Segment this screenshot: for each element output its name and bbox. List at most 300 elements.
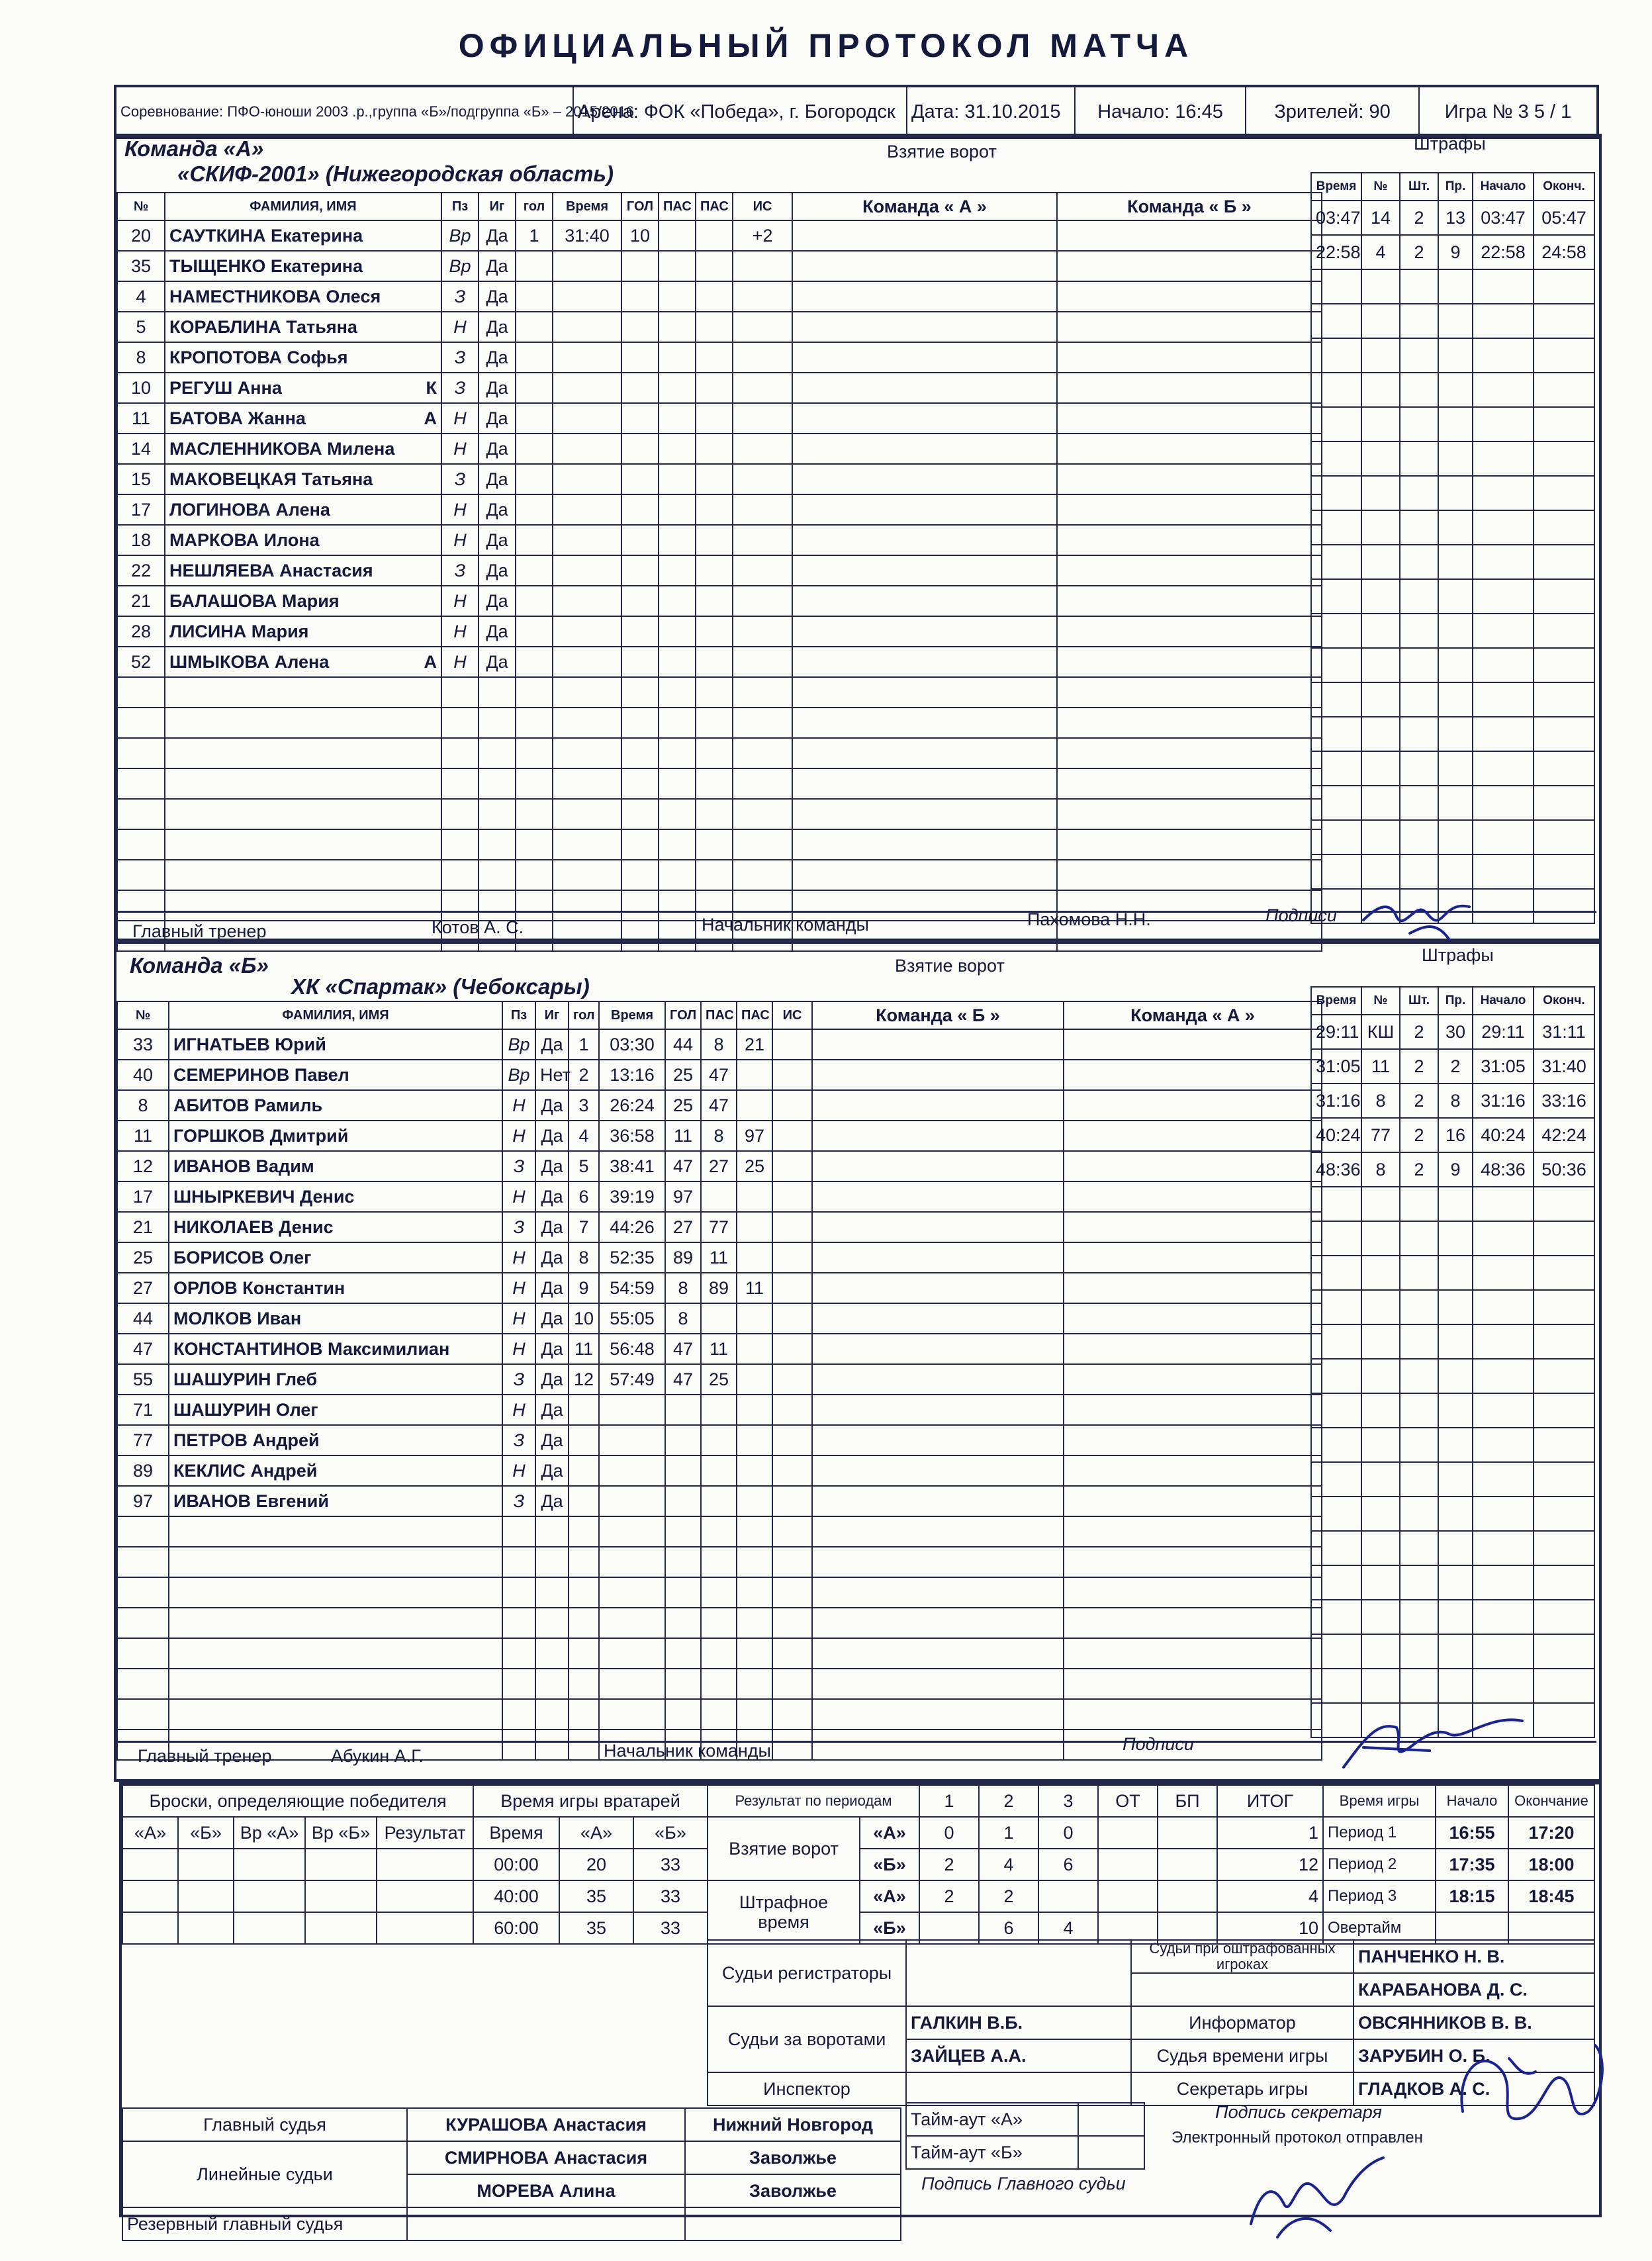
player-position: Н (441, 312, 479, 342)
blank (1057, 342, 1322, 373)
goal-assist-2 (696, 799, 733, 829)
goal-number (516, 312, 553, 342)
player-played: Да (535, 1395, 569, 1425)
player-number: 33 (117, 1029, 169, 1060)
penalty-time: 31:05 (1311, 1049, 1361, 1084)
player-position: Н (502, 1121, 535, 1151)
player-number: 15 (117, 464, 165, 494)
period-team: «А» (860, 1817, 919, 1849)
goal-scorer: 47 (665, 1334, 701, 1364)
penalty-time (1311, 717, 1361, 751)
blank (792, 342, 1057, 373)
penalty-row (1311, 1600, 1594, 1634)
goal-time (553, 677, 621, 708)
penalty-end (1534, 1531, 1594, 1565)
goal-strength (733, 342, 792, 373)
player-played: Да (479, 494, 516, 525)
goal-assist-2 (696, 738, 733, 768)
player-name (169, 1364, 502, 1395)
player-position: Н (502, 1181, 535, 1212)
player-name-text: АБИТОВ Рамиль (173, 1095, 323, 1115)
player-position: Н (502, 1303, 535, 1334)
player-name (169, 1547, 502, 1577)
player-name-text: СЕМЕРИНОВ Павел (173, 1064, 349, 1085)
goal-scorer (621, 738, 659, 768)
blank (1064, 1516, 1322, 1547)
penalty-end (1534, 1393, 1594, 1428)
blank (1064, 1699, 1322, 1730)
timeout-a-label: Тайм-аут «А» (906, 2103, 1078, 2136)
player-played (535, 1608, 569, 1638)
player-number: 27 (117, 1273, 169, 1303)
player-number (117, 1547, 169, 1577)
goal-assist-2 (737, 1242, 772, 1273)
goal-assist-1 (659, 708, 696, 738)
goalie-row (473, 1849, 708, 1880)
player-position: З (441, 342, 479, 373)
signature-team-a (1350, 880, 1483, 960)
blank (792, 708, 1057, 738)
player-played: Да (535, 1212, 569, 1242)
period-value (1038, 1880, 1098, 1912)
penalty-pr (1438, 1324, 1473, 1359)
goal-number (516, 525, 553, 555)
penalty-pr (1438, 1669, 1473, 1703)
penalty-end (1534, 682, 1594, 717)
player-name (169, 1242, 502, 1273)
penalty-sht (1400, 579, 1438, 614)
penalty-end (1534, 338, 1594, 373)
penalty-sht (1400, 373, 1438, 407)
table-row (117, 555, 1322, 586)
penalty-pr (1438, 1359, 1473, 1393)
penalty-pr (1438, 441, 1473, 476)
penalty-row (1311, 1359, 1594, 1393)
player-position (502, 1699, 535, 1730)
player-played: Да (535, 1334, 569, 1364)
goal-strength (772, 1334, 812, 1364)
goal-time (553, 434, 621, 464)
goalie-time-table (473, 1784, 708, 1945)
goal-scorer: 8 (665, 1303, 701, 1334)
penalty-sht (1400, 338, 1438, 373)
player-name (165, 403, 441, 434)
period-total: 4 (1217, 1880, 1323, 1912)
shootout-title: Броски, определяющие победителя (122, 1785, 473, 1817)
timekeeper-label: Судья времени игры (1131, 2039, 1354, 2072)
penalty-pr (1438, 269, 1473, 304)
goal-scorer: 8 (665, 1273, 701, 1303)
table-row (117, 1060, 1322, 1090)
goal-scorer (665, 1699, 701, 1730)
blank (1064, 1486, 1322, 1516)
player-name-text: САУТКИНА Екатерина (169, 225, 363, 246)
player-name (165, 555, 441, 586)
penalty-row (1311, 786, 1594, 820)
table-row (117, 1334, 1322, 1364)
goal-strength (772, 1699, 812, 1730)
goal-number (516, 555, 553, 586)
shootout-col: Вр «Б» (305, 1817, 377, 1849)
penalty-no (1361, 1669, 1400, 1703)
col-team-second: Команда « А » (1064, 1001, 1322, 1029)
penalty-end (1534, 1359, 1594, 1393)
inspector-label: Инспектор (708, 2072, 906, 2105)
player-name (165, 251, 441, 281)
goal-assist-1 (701, 1638, 737, 1669)
goal-strength (733, 434, 792, 464)
player-played: Да (535, 1303, 569, 1334)
pim-label: Штрафное время (708, 1880, 860, 1944)
penalty-sht (1400, 1669, 1438, 1703)
player-name-text: ГОРШКОВ Дмитрий (173, 1125, 349, 1146)
goal-assist-1 (701, 1669, 737, 1699)
table-row (117, 281, 1322, 312)
player-number: 11 (117, 1121, 169, 1151)
player-name (169, 1151, 502, 1181)
goalie-value: 60:00 (473, 1912, 559, 1944)
goal-assist-2: 21 (737, 1029, 772, 1060)
penalty-pr: 16 (1438, 1118, 1473, 1152)
player-number: 11 (117, 403, 165, 434)
penalty-col-pen_end: Оконч. (1534, 987, 1594, 1015)
player-name (169, 1608, 502, 1638)
goal-strength (733, 768, 792, 799)
goal-scorer (621, 312, 659, 342)
table-row (117, 586, 1322, 616)
player-played: Да (535, 1364, 569, 1395)
player-position: З (502, 1151, 535, 1181)
col-is: ИС (733, 193, 792, 220)
penalty-start (1473, 786, 1534, 820)
player-name-text: ЛОГИНОВА Алена (169, 499, 330, 520)
goal-scorer (665, 1395, 701, 1425)
player-played: Да (479, 373, 516, 403)
player-name (165, 677, 441, 708)
goal-assist-1 (701, 1608, 737, 1638)
blank (1057, 799, 1322, 829)
penalty-end: 33:16 (1534, 1084, 1594, 1118)
penalty-time (1311, 1497, 1361, 1531)
table-row (117, 342, 1322, 373)
goal-assist-2 (696, 464, 733, 494)
blank (1064, 1608, 1322, 1638)
goal-strength (772, 1638, 812, 1669)
goal-assist-1: 47 (701, 1060, 737, 1090)
period-value: 2 (919, 1849, 979, 1880)
player-name (165, 768, 441, 799)
penalty-pr (1438, 786, 1473, 820)
table-row (117, 1395, 1322, 1425)
player-position: Н (441, 494, 479, 525)
signature-head-referee (1231, 2138, 1403, 2250)
player-name (165, 616, 441, 647)
penalty-pr (1438, 682, 1473, 717)
blank (792, 312, 1057, 342)
penalty-start (1473, 1600, 1534, 1634)
penalty-end (1534, 1462, 1594, 1497)
goal-assist-1 (701, 1547, 737, 1577)
penalty-end (1534, 510, 1594, 545)
penalty-sht (1400, 1600, 1438, 1634)
goal-assist-1 (659, 677, 696, 708)
goal-scorer: 47 (665, 1364, 701, 1395)
col-assist-1: ПАС (701, 1001, 737, 1029)
penalty-time (1311, 786, 1361, 820)
head-referee-signature-label: Подпись Главного судьи (921, 2174, 1126, 2193)
blank (792, 799, 1057, 829)
goal-strength: +2 (733, 220, 792, 251)
penalty-end (1534, 269, 1594, 304)
table-row (117, 403, 1322, 434)
player-name (169, 1273, 502, 1303)
penalty-start (1473, 717, 1534, 751)
player-position (441, 890, 479, 921)
signature-secretary (1443, 2019, 1615, 2158)
penalty-end (1534, 648, 1594, 682)
player-name-text: МАКОВЕЦКАЯ Татьяна (169, 469, 373, 489)
blank (1057, 312, 1322, 342)
blank (1057, 647, 1322, 677)
penalty-end (1534, 820, 1594, 854)
penalty-row (1311, 820, 1594, 854)
penalty-sht (1400, 1393, 1438, 1428)
player-played: Нет (535, 1060, 569, 1090)
penalty-start (1473, 1324, 1534, 1359)
goal-number (516, 586, 553, 616)
penalty-row (1311, 441, 1594, 476)
penalty-start (1473, 338, 1534, 373)
col-team-first: Команда « А » (792, 193, 1057, 220)
penalty-row (1311, 510, 1594, 545)
period-col: 1 (919, 1785, 979, 1817)
goal-time (599, 1577, 665, 1608)
goal-strength (733, 403, 792, 434)
player-played (479, 708, 516, 738)
penalty-pr: 2 (1438, 1049, 1473, 1084)
time-header (1323, 1785, 1594, 1817)
penalty-end (1534, 407, 1594, 441)
penalty-row (1311, 373, 1594, 407)
player-number: 22 (117, 555, 165, 586)
team-b-chief-label: Начальник команды (604, 1741, 771, 1761)
penalty-time (1311, 407, 1361, 441)
period-row (708, 1880, 1323, 1912)
blank (1057, 494, 1322, 525)
blank (812, 1273, 1064, 1303)
blank (1057, 403, 1322, 434)
player-position (441, 677, 479, 708)
goal-time: 03:30 (599, 1029, 665, 1060)
player-number: 4 (117, 281, 165, 312)
time-col: Окончание (1508, 1785, 1594, 1817)
table-row (117, 1547, 1322, 1577)
goal-assist-1 (659, 403, 696, 434)
team-a-signatures-label: Подписи (1265, 905, 1337, 925)
blank (792, 616, 1057, 647)
goal-time (553, 738, 621, 768)
goal-assist-2 (696, 586, 733, 616)
goal-strength (733, 586, 792, 616)
player-position: З (502, 1425, 535, 1455)
goal-number (516, 738, 553, 768)
penalty-row (1311, 1565, 1594, 1600)
penalty-start (1473, 1359, 1534, 1393)
goal-assist-2 (737, 1303, 772, 1334)
blank (812, 1090, 1064, 1121)
player-played (479, 768, 516, 799)
penalty-end (1534, 889, 1594, 923)
penalty-no (1361, 614, 1400, 648)
player-position: З (441, 464, 479, 494)
penalty-pr (1438, 1497, 1473, 1531)
penalty-no (1361, 407, 1400, 441)
blank (1064, 1121, 1322, 1151)
penalty-time: 40:24 (1311, 1118, 1361, 1152)
period-total: 12 (1217, 1849, 1323, 1880)
blank (812, 1364, 1064, 1395)
goal-assist-1 (659, 464, 696, 494)
blank (812, 1577, 1064, 1608)
team-b-penalties (1310, 986, 1595, 1738)
penalty-end (1534, 751, 1594, 786)
penalty-row (1311, 1324, 1594, 1359)
goal-assist-1 (659, 586, 696, 616)
goal-scorer (621, 281, 659, 312)
blank (1064, 1181, 1322, 1212)
penalty-no: 11 (1361, 1049, 1400, 1084)
penalty-end (1534, 1565, 1594, 1600)
goal-assist-2 (696, 403, 733, 434)
goal-assist-2: 11 (737, 1273, 772, 1303)
goal-assist-1 (659, 373, 696, 403)
penalty-sht (1400, 476, 1438, 510)
penalty-sht (1400, 1565, 1438, 1600)
goal-assist-2 (737, 1090, 772, 1121)
blank (812, 1547, 1064, 1577)
team-b-roster (116, 1001, 1322, 1761)
penalty-sht: 2 (1400, 1152, 1438, 1187)
goal-scorer (621, 464, 659, 494)
blank (1057, 525, 1322, 555)
game-time-table (1322, 1784, 1595, 1945)
penalty-time (1311, 1324, 1361, 1359)
penalty-time (1311, 545, 1361, 579)
roster-header (117, 193, 1322, 220)
penalty-row (1311, 1256, 1594, 1290)
period-value (1158, 1817, 1217, 1849)
player-position (502, 1638, 535, 1669)
player-number (117, 1577, 169, 1608)
player-name (169, 1577, 502, 1608)
period-value: 4 (1038, 1912, 1098, 1944)
player-number: 21 (117, 586, 165, 616)
blank (812, 1486, 1064, 1516)
blank (812, 1516, 1064, 1547)
penalty-no (1361, 1393, 1400, 1428)
player-position: Вр (502, 1060, 535, 1090)
blank (1057, 738, 1322, 768)
penalty-time: 03:47 (1311, 201, 1361, 235)
penalty-no (1361, 1256, 1400, 1290)
blank (1057, 281, 1322, 312)
player-position (441, 738, 479, 768)
penalty-sht (1400, 407, 1438, 441)
goal-scorer: 97 (665, 1181, 701, 1212)
penalty-row (1311, 201, 1594, 235)
col-goal-time: Время (553, 193, 621, 220)
shootout-col: Вр «А» (234, 1817, 305, 1849)
goal-assist-1: 11 (701, 1334, 737, 1364)
period-start: 17:35 (1436, 1849, 1508, 1880)
team-b-name: ХК «Спартак» (Чебоксары) (291, 974, 590, 999)
player-position: Н (502, 1334, 535, 1364)
penalty-pr (1438, 407, 1473, 441)
blank (1057, 220, 1322, 251)
goal-assist-1: 8 (701, 1121, 737, 1151)
blank (812, 1699, 1064, 1730)
player-played (535, 1577, 569, 1608)
penalty-pr (1438, 717, 1473, 751)
table-row (117, 1669, 1322, 1699)
penalty-pr (1438, 1290, 1473, 1324)
shootout-col: Результат (377, 1817, 473, 1849)
goal-time (599, 1699, 665, 1730)
penalty-sht: 2 (1400, 1049, 1438, 1084)
penalty-start (1473, 751, 1534, 786)
goal-assist-1 (659, 220, 696, 251)
signature-team-b (1324, 1701, 1536, 1780)
penalty-col-pen_sht: Шт. (1400, 987, 1438, 1015)
penalty-col-pen_pr: Пр. (1438, 987, 1473, 1015)
penalty-row (1311, 1531, 1594, 1565)
goal-assist-1 (659, 890, 696, 921)
goal-number (569, 1425, 599, 1455)
goal-assist-1 (659, 768, 696, 799)
period-value (1098, 1817, 1158, 1849)
penalty-header (1311, 987, 1594, 1015)
penalty-end (1534, 1256, 1594, 1290)
team-a-label: Команда «А» (124, 136, 264, 161)
penalty-row (1311, 648, 1594, 682)
goal-assist-2 (737, 1334, 772, 1364)
penalty-time (1311, 373, 1361, 407)
player-played: Да (479, 251, 516, 281)
penalty-time (1311, 510, 1361, 545)
goal-number (569, 1516, 599, 1547)
goal-strength (772, 1090, 812, 1121)
goal-time (553, 768, 621, 799)
player-position: Н (441, 525, 479, 555)
penalty-time (1311, 1565, 1361, 1600)
penalty-no (1361, 373, 1400, 407)
player-name (169, 1121, 502, 1151)
goal-number (516, 373, 553, 403)
blank (1064, 1395, 1322, 1425)
player-name (165, 586, 441, 616)
penalty-time (1311, 269, 1361, 304)
penalty-time (1311, 441, 1361, 476)
penalty-box-judge-1: ПАНЧЕНКО Н. В. (1354, 1940, 1594, 1973)
player-number (117, 738, 165, 768)
penalty-sht (1400, 682, 1438, 717)
goal-number: 9 (569, 1273, 599, 1303)
period-value: 2 (919, 1880, 979, 1912)
penalty-row (1311, 1428, 1594, 1462)
player-number: 71 (117, 1395, 169, 1425)
time-col: Начало (1436, 1785, 1508, 1817)
goalie-value: 33 (633, 1880, 708, 1912)
